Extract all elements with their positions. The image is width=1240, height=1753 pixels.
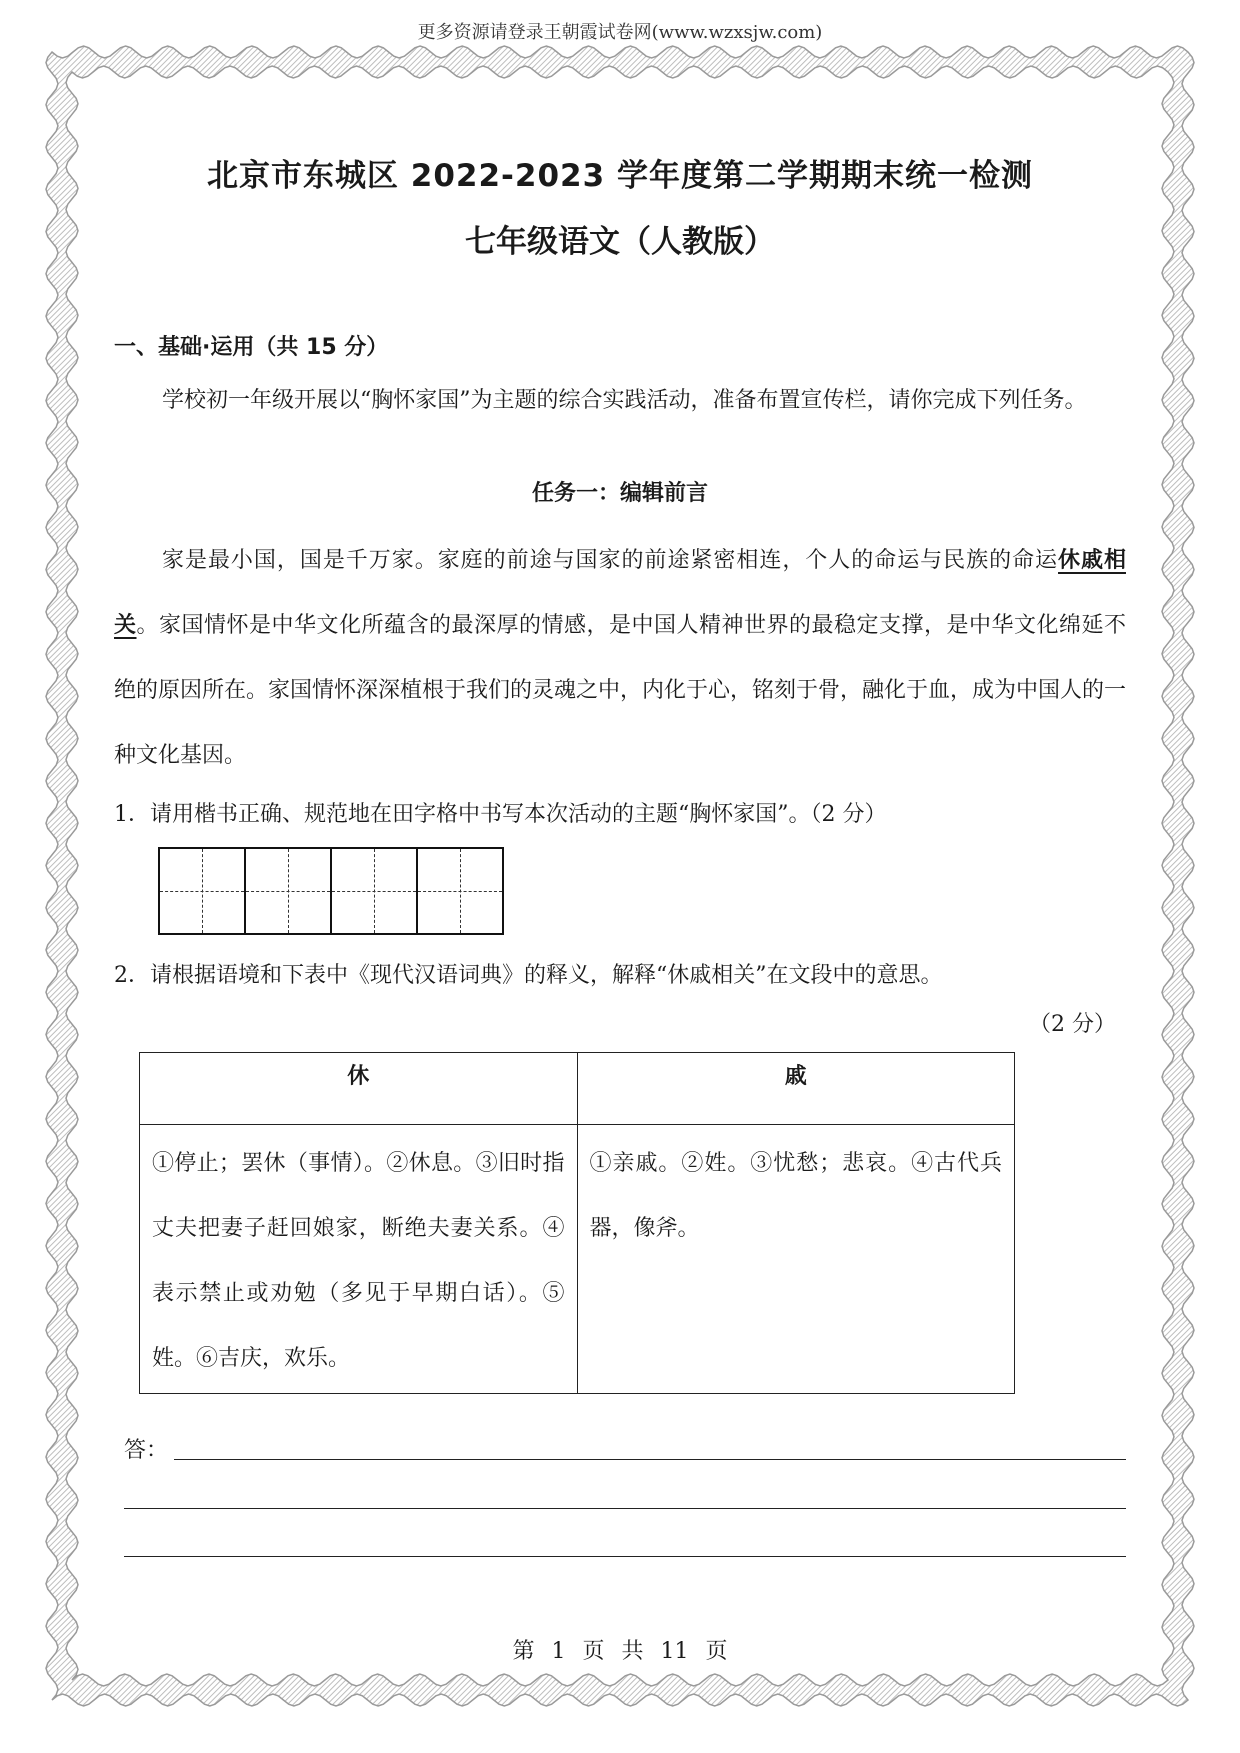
definition-xiu: ①停止；罢休（事情）。②休息。③旧时指丈夫把妻子赶回娘家，断绝夫妻关系。④表示禁止或劝勉（多见于早期白话）。⑤姓。⑥吉庆，欢乐。 bbox=[140, 1125, 578, 1394]
question-2: 2．请根据语境和下表中《现代汉语词典》的释义，解释“休戚相关”在文段中的意思。 bbox=[114, 963, 943, 988]
passage bbox=[114, 528, 1126, 788]
question-1: 1．请用楷书正确、规范地在田字格中书写本次活动的主题“胸怀家国”。（2 分） bbox=[114, 802, 887, 827]
section-heading: 一、基础·运用（共 15 分） bbox=[114, 335, 389, 360]
tianzige-grid[interactable] bbox=[158, 847, 502, 935]
page-footer: 第 1 页 共 11 页 bbox=[512, 1639, 728, 1664]
answer-line[interactable] bbox=[124, 1508, 1126, 1509]
section-intro: 学校初一年级开展以“胸怀家国”为主题的综合实践活动，准备布置宣传栏，请你完成下列任务。 bbox=[162, 388, 1087, 413]
dictionary-table bbox=[139, 1052, 1015, 1394]
underlined-phrase: 休戚相关 bbox=[114, 547, 1126, 638]
table-header-xiu: 休 bbox=[140, 1053, 578, 1125]
top-source-note: 更多资源请登录王朝霞试卷网(www.wzxsjw.com) bbox=[417, 22, 823, 43]
answer-line[interactable] bbox=[174, 1459, 1126, 1460]
question-2-score: （2 分） bbox=[1029, 1012, 1116, 1037]
answer-label: 答： bbox=[124, 1438, 169, 1463]
passage-end: 。家国情怀是中华文化所蕴含的最深厚的情感，是中国人精神世界的最稳定支撑，是中华文化绵延不绝的原因所在。家国情怀深深植根于我们的灵魂之中，内化于心，铭刻于骨，融化于血，成为中国人的一种文化基因。 bbox=[114, 613, 1127, 768]
passage-start: 家是最小国，国是千万家。家庭的前途与国家的前途紧密相连，个人的命运与民族的命运 bbox=[162, 548, 1059, 573]
answer-line[interactable] bbox=[124, 1556, 1126, 1557]
tianzige-cell[interactable] bbox=[330, 847, 418, 935]
task-title: 任务一：编辑前言 bbox=[531, 481, 708, 506]
tianzige-cell[interactable] bbox=[158, 847, 246, 935]
tianzige-cell[interactable] bbox=[416, 847, 504, 935]
definition-qi: ①亲戚。②姓。③忧愁；悲哀。④古代兵器，像斧。 bbox=[577, 1125, 1015, 1394]
exam-subtitle: 七年级语文（人教版） bbox=[465, 224, 775, 260]
tianzige-cell[interactable] bbox=[244, 847, 332, 935]
table-header-qi: 戚 bbox=[577, 1053, 1015, 1125]
exam-title: 北京市东城区 2022-2023 学年度第二学期期末统一检测 bbox=[206, 158, 1033, 194]
